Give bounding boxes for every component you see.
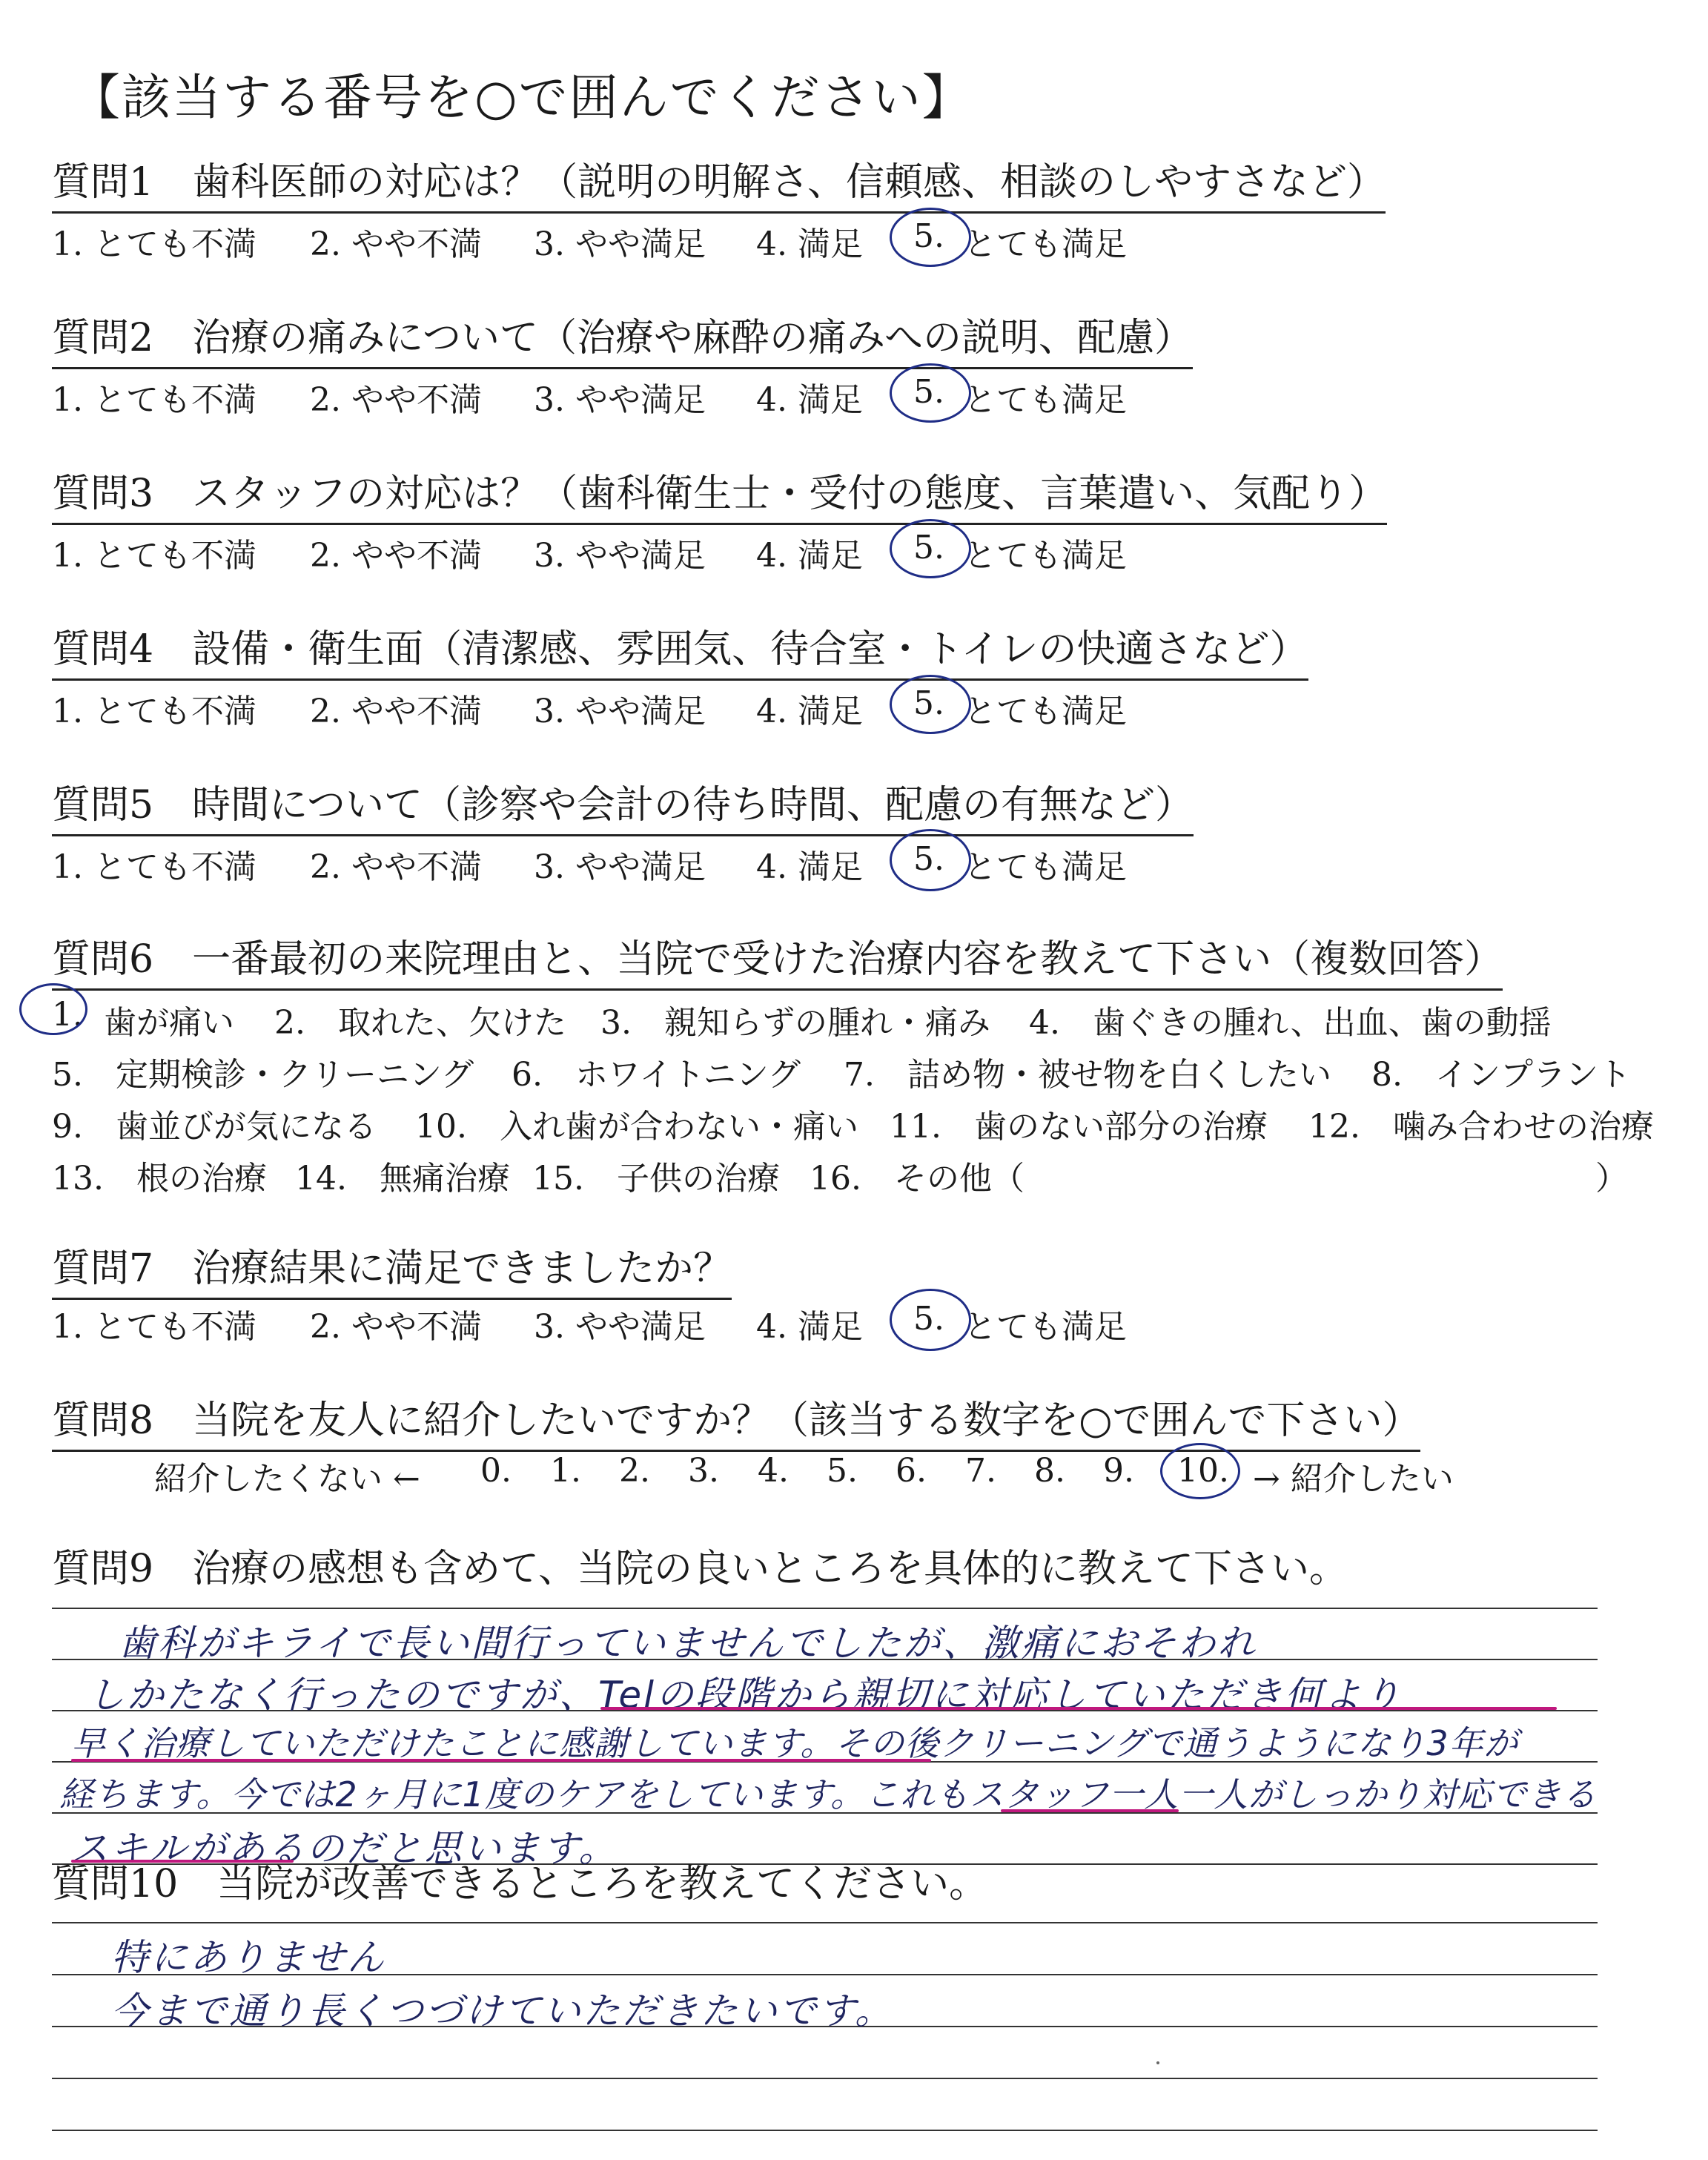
question-text: 治療の痛みについて（治療や麻酔の痛みへの説明、配慮） [192, 316, 1194, 360]
answer-line [52, 1922, 1598, 1923]
option-10[interactable]: 10. 入れ歯が合わない・痛い [415, 1108, 858, 1146]
option-3[interactable]: 3. やや満足 [534, 693, 706, 730]
highlight-underline [71, 1759, 931, 1762]
question-number: 質問7 [52, 1246, 154, 1291]
question-text: 治療結果に満足できましたか？ [192, 1246, 732, 1291]
answer-line [52, 2130, 1598, 2131]
question-number: 質問9 [52, 1547, 154, 1591]
option-4[interactable]: 4. 満足 [756, 225, 863, 263]
question-6-title [52, 937, 1503, 991]
option-3[interactable]: 3. 親知らずの腫れ・痛み [600, 1004, 990, 1042]
option-3[interactable]: 3. やや満足 [534, 225, 706, 263]
option-4[interactable]: 4. 満足 [756, 693, 863, 730]
option-2[interactable]: 2. やや不満 [310, 693, 482, 730]
q9-handwritten-line-5: スキルがあるのだと思います。 [71, 1827, 618, 1870]
question-text: 時間について（診察や会計の待ち時間、配慮の有無など） [192, 783, 1194, 828]
option-2[interactable]: 2. やや不満 [310, 225, 482, 263]
question-1-title [52, 159, 1386, 214]
option-5-label[interactable]: とても満足 [964, 225, 1127, 263]
scale-right-label: → 紹介したい [1253, 1460, 1454, 1498]
option-5-label[interactable]: とても満足 [964, 381, 1127, 419]
option-5-label[interactable]: とても満足 [964, 1308, 1127, 1346]
scale-6[interactable]: 6. [896, 1452, 927, 1490]
q9-handwritten-line-1: 歯科がキライで長い間行っていませんでしたが、激痛におそわれ [119, 1622, 1257, 1665]
q9-handwritten-line-3: 早く治療していただけたことに感謝しています。その後クリーニングで通うようになり3年が [71, 1723, 1519, 1763]
option-5-label[interactable]: とても満足 [964, 848, 1127, 886]
option-4[interactable]: 4. 歯ぐきの腫れ、出血、歯の動揺 [1029, 1004, 1552, 1042]
question-text: 一番最初の来院理由と、当院で受けた治療内容を教えて下さい（複数回答） [192, 937, 1503, 982]
question-number: 質問1 [52, 160, 154, 205]
question-text: 当院が改善できるところを教えてください。 [216, 1862, 988, 1906]
option-13[interactable]: 13. 根の治療 [52, 1160, 267, 1198]
option-1[interactable]: 1. とても不満 [52, 225, 256, 263]
option-4[interactable]: 4. 満足 [756, 537, 863, 575]
option-5[interactable]: 5. [913, 840, 944, 878]
option-11[interactable]: 11. 歯のない部分の治療 [890, 1108, 1268, 1146]
stray-mark [1156, 2061, 1159, 2064]
scale-9[interactable]: 9. [1103, 1452, 1134, 1490]
question-number: 質問8 [52, 1398, 154, 1443]
option-1[interactable]: 1. [52, 996, 83, 1034]
option-5[interactable]: 5. 定期検診・クリーニング [52, 1056, 474, 1094]
option-15[interactable]: 15. 子供の治療 [532, 1160, 780, 1198]
scale-left-label: 紹介したくない ← [154, 1460, 420, 1498]
scale-0[interactable]: 0. [480, 1452, 512, 1490]
option-2[interactable]: 2. やや不満 [310, 1308, 482, 1346]
question-number: 質問10 [52, 1862, 179, 1906]
scale-4[interactable]: 4. [758, 1452, 789, 1490]
q10-handwritten-line-2: 今まで通り長くつづけていただきたいです。 [111, 1989, 894, 2032]
question-number: 質問3 [52, 472, 154, 516]
option-5[interactable]: 5. [913, 684, 944, 722]
highlight-underline [600, 1707, 1557, 1710]
question-2-title [52, 315, 1193, 369]
option-2[interactable]: 2. 取れた、欠けた [274, 1004, 566, 1042]
question-number: 質問4 [52, 627, 154, 672]
option-3[interactable]: 3. やや満足 [534, 1308, 706, 1346]
question-7-title [52, 1246, 732, 1300]
answer-line [52, 2078, 1598, 2079]
option-5[interactable]: 5. [913, 373, 944, 411]
option-3[interactable]: 3. やや満足 [534, 381, 706, 419]
scale-5[interactable]: 5. [827, 1452, 858, 1490]
question-text: 当院を友人に紹介したいですか？（該当する数字を○で囲んで下さい） [192, 1398, 1421, 1443]
scale-8[interactable]: 8. [1034, 1452, 1065, 1490]
question-5-title [52, 782, 1194, 836]
option-2[interactable]: 2. やや不満 [310, 848, 482, 886]
option-1[interactable]: 1. とても不満 [52, 848, 256, 886]
question-10-title [52, 1861, 987, 1913]
question-text: 歯科医師の対応は？（説明の明解さ、信頼感、相談のしやすさなど） [192, 160, 1386, 205]
option-4[interactable]: 4. 満足 [756, 1308, 863, 1346]
option-1-label[interactable]: 歯が痛い [104, 1004, 234, 1042]
option-5-label[interactable]: とても満足 [964, 537, 1127, 575]
scale-2[interactable]: 2. [619, 1452, 650, 1490]
option-5[interactable]: 5. [913, 1300, 944, 1338]
option-9[interactable]: 9. 歯並びが気になる [52, 1108, 377, 1146]
option-4[interactable]: 4. 満足 [756, 848, 863, 886]
scale-3[interactable]: 3. [688, 1452, 719, 1490]
option-2[interactable]: 2. やや不満 [310, 537, 482, 575]
option-1[interactable]: 1. とても不満 [52, 537, 256, 575]
option-4[interactable]: 4. 満足 [756, 381, 863, 419]
option-5-label[interactable]: とても満足 [964, 693, 1127, 730]
option-14[interactable]: 14. 無痛治療 [295, 1160, 510, 1198]
option-6[interactable]: 6. ホワイトニング [512, 1056, 801, 1094]
question-4-title [52, 627, 1308, 681]
page-header: 【該当する番号を○で囲んでください】 [71, 69, 973, 126]
option-7[interactable]: 7. 詰め物・被せ物を白くしたい [844, 1056, 1331, 1094]
q9-handwritten-line-2: しかたなく行ったのですが、Telの段階から親切に対応していただき何より [87, 1674, 1403, 1717]
question-9-title [52, 1546, 1348, 1598]
option-2[interactable]: 2. やや不満 [310, 381, 482, 419]
option-1[interactable]: 1. とても不満 [52, 381, 256, 419]
q9-handwritten-line-4: 経ちます。今では2ヶ月に1度のケアをしています。これもスタッフ一人一人がしっかり対応できる [59, 1774, 1598, 1814]
highlight-underline [1001, 1809, 1179, 1812]
option-16-close: ） [1595, 1160, 1628, 1198]
option-1[interactable]: 1. とても不満 [52, 693, 256, 730]
scale-10[interactable]: 10. [1177, 1452, 1229, 1490]
question-number: 質問2 [52, 316, 154, 360]
scale-1[interactable]: 1. [550, 1452, 581, 1490]
question-text: 治療の感想も含めて、当院の良いところを具体的に教えて下さい。 [192, 1547, 1348, 1591]
option-5[interactable]: 5. [913, 529, 944, 567]
question-3-title [52, 471, 1387, 525]
option-8[interactable]: 8. インプラント [1371, 1056, 1631, 1094]
question-text: 設備・衛生面（清潔感、雰囲気、待合室・トイレの快適さなど） [192, 627, 1308, 672]
answer-line [52, 1608, 1598, 1609]
question-number: 質問6 [52, 937, 154, 982]
option-16[interactable]: 16. その他（ [810, 1160, 1025, 1198]
question-number: 質問5 [52, 783, 154, 828]
option-1[interactable]: 1. とても不満 [52, 1308, 256, 1346]
option-5[interactable]: 5. [913, 217, 944, 255]
option-3[interactable]: 3. やや満足 [534, 537, 706, 575]
question-8-title [52, 1398, 1420, 1452]
option-3[interactable]: 3. やや満足 [534, 848, 706, 886]
q10-handwritten-line-1: 特にありません [111, 1936, 386, 1979]
scale-7[interactable]: 7. [965, 1452, 996, 1490]
question-text: スタッフの対応は？（歯科衛生士・受付の態度、言葉遣い、気配り） [192, 472, 1388, 516]
option-12[interactable]: 12. 噛み合わせの治療 [1308, 1108, 1654, 1146]
